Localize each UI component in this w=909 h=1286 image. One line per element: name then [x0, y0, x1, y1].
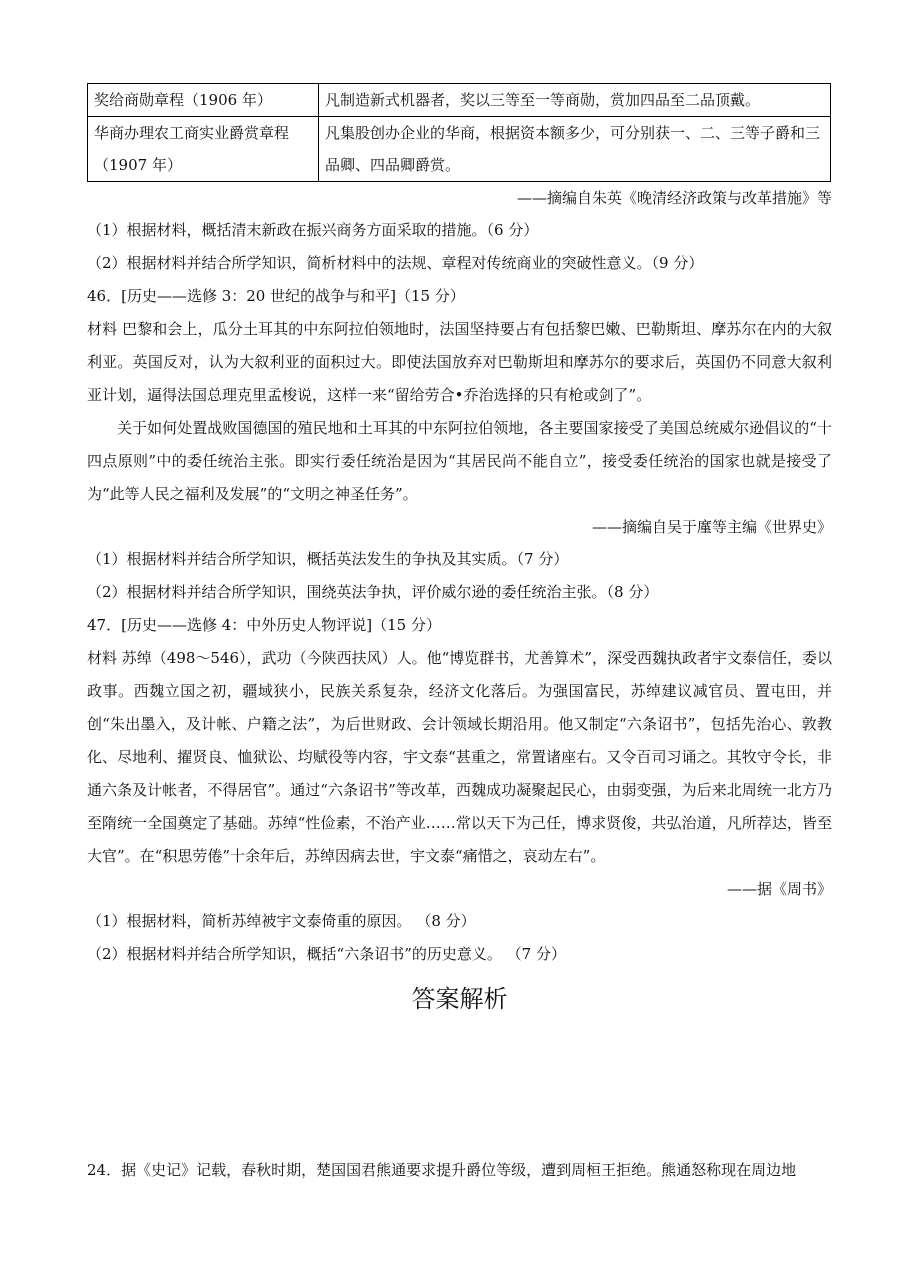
q46-header: 46．[历史——选修 3：20 世纪的战争与和平]（15 分）	[87, 287, 465, 305]
q45-sub1: （1）根据材料，概括清末新政在振兴商务方面采取的措施。（6 分）	[87, 221, 539, 239]
q46-sub2: （2）根据材料并结合所学知识，围绕英法争执，评价威尔逊的委任统治主张。（8 分）	[87, 583, 659, 601]
q46-material-para2: 关于如何处置战败国德国的殖民地和土耳其的中东阿拉伯领地，各主要国家接受了美国总统威尔逊倡议的“十四点原则”中的委任统治主张。即实行委任统治是因为“其居民尚不能自立”，接受委任统治的国家也就是接受了为“此等人民之福利及发展”的“文明之神圣任务”。	[87, 419, 832, 503]
table-source: ——摘编自朱英《晚清经济政策与改革措施》等	[516, 189, 832, 207]
q47-material: 材料 苏绰（498～546），武功（今陕西扶风）人。他“博览群书，尤善算术”，深受西魏执政者宇文泰信任，委以政事。西魏立国之初，疆域狭小，民族关系复杂，经济文化落后。为强国富民，苏绰建议减官员、置屯田，并创“朱出墨入，及计帐、户籍之法”，为后世财政、会计领域长期沿用。他又制定“六条诏书”，包括先治心、敦教化、尽地利、擢贤良、恤狱讼、均赋役等内容，宇文泰“甚重之，常置诸座右。又令百司习诵之。其牧守令长，非通六条及计帐者，不得居官”。通过“六条诏书”等改革，西魏成功凝聚起民心，由弱变强，为后来北周统一北方乃至隋统一全国奠定了基础。苏绰“性俭素，不治产业……常以天下为己任，博求贤俊，共弘治道，凡所荐达，皆至大官”。在“积思劳倦”十余年后，苏绰因病去世，宇文泰“痛惜之，哀动左右”。	[87, 649, 832, 865]
q47-source: ——据《周书》	[726, 880, 832, 898]
regulation-name: 奖给商勋章程（1906 年）	[88, 84, 319, 117]
q47-sub1: （1）根据材料，简析苏绰被宇文泰倚重的原因。 （8 分）	[87, 912, 476, 930]
regulations-table	[87, 83, 831, 182]
q47-header: 47．[历史——选修 4：中外历史人物评说]（15 分）	[87, 616, 441, 634]
table-row	[88, 84, 831, 117]
exam-page	[87, 83, 832, 1179]
q24-text: 24．据《史记》记载，春秋时期，楚国国君熊通要求提升爵位等级，遭到周桓王拒绝。熊通怒称现在周边地	[87, 1161, 797, 1179]
regulation-content: 凡制造新式机器者，奖以三等至一等商勋，赏加四品至二品顶戴。	[319, 84, 831, 117]
answer-title: 答案解析	[411, 985, 508, 1013]
regulation-content: 凡集股创办企业的华商，根据资本额多少，可分别获一、二、三等子爵和三品卿、四品卿爵赏。	[319, 117, 831, 182]
table-row	[88, 117, 831, 182]
q46-material-para1: 材料 巴黎和会上，瓜分土耳其的中东阿拉伯领地时，法国坚持要占有包括黎巴嫩、巴勒斯坦、摩苏尔在内的大叙利亚。英国反对，认为大叙利亚的面积过大。即使法国放弃对巴勒斯坦和摩苏尔的要求后，英国仍不同意大叙利亚计划，逼得法国总理克里孟梭说，这样一来“留给劳合•乔治选择的只有枪或剑了”。	[87, 320, 832, 404]
q46-source: ——摘编自吴于廑等主编《世界史》	[591, 518, 832, 536]
regulation-name: 华商办理农工商实业爵赏章程（1907 年）	[88, 117, 319, 182]
q46-sub1: （1）根据材料并结合所学知识，概括英法发生的争执及其实质。（7 分）	[87, 550, 569, 568]
q47-sub2: （2）根据材料并结合所学知识，概括“六条诏书”的历史意义。 （7 分）	[87, 945, 566, 963]
q45-sub2: （2）根据材料并结合所学知识，简析材料中的法规、章程对传统商业的突破性意义。（9 分）	[87, 254, 704, 272]
